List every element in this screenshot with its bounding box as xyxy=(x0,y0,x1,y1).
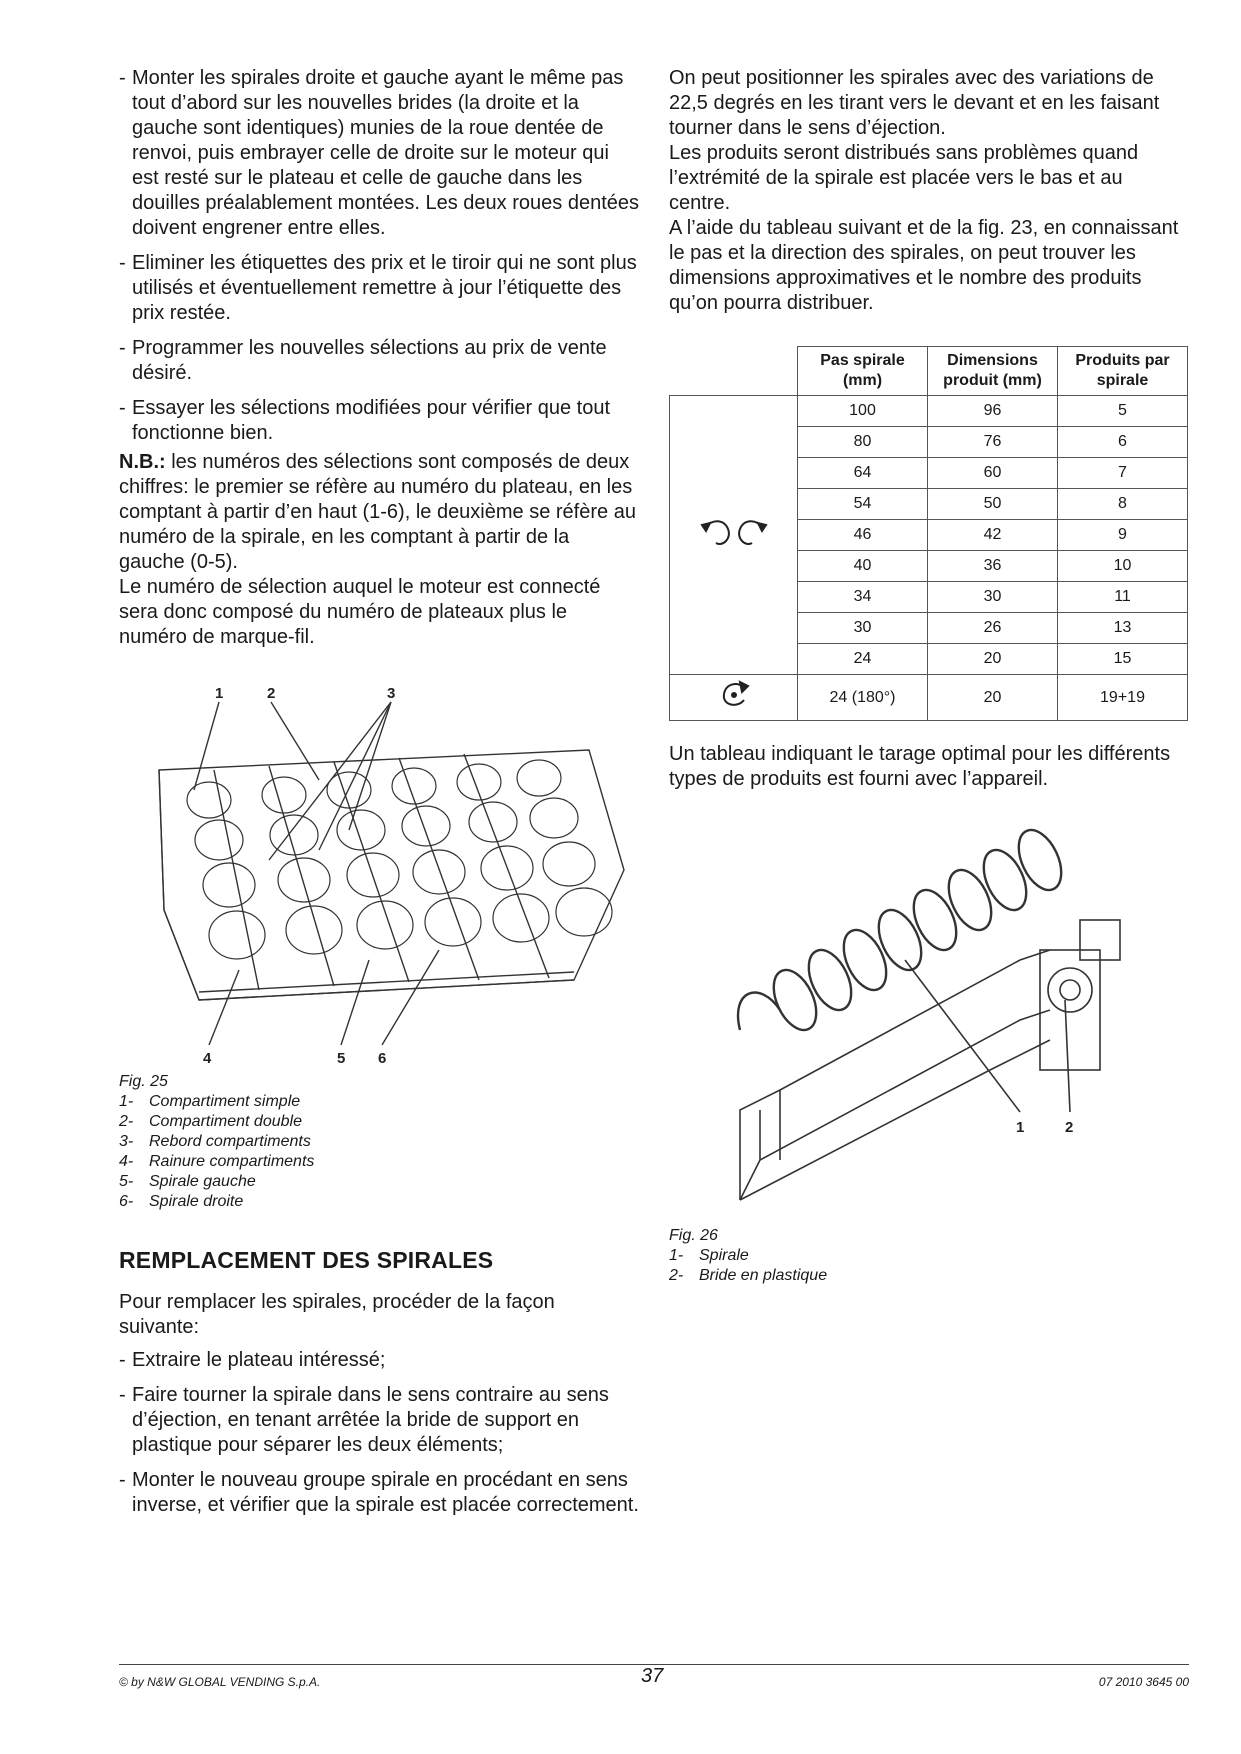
list-item: 1- Spirale xyxy=(669,1247,749,1264)
paragraph: A l’aide du tableau suivant et de la fig. 23, en connaissant le pas et la direction des spirales, on peut trouver les dimensions approximatives et le nombre des produits qu’on pourra distribuer. xyxy=(669,217,1179,314)
list-item: 4- Rainure compartiments xyxy=(119,1153,315,1170)
callout-2: 2 xyxy=(267,685,276,702)
list-item: 5- Spirale gauche xyxy=(119,1173,256,1190)
nb-paragraph: N.B.: les numéros des sélections sont composés de deux chiffres: le premier se réfère au numéro du plateau, en les comptant à partir d’en haut (1-6), le deuxième se réfère au numéro de la spirale, en les comptant à partir de la gauche (0-5). xyxy=(119,451,636,573)
table-row: 46 42 9 xyxy=(670,520,1188,551)
table-row: 24 (180°) 20 19+19 xyxy=(670,675,1188,721)
table-row: 100 96 5 xyxy=(670,396,1188,427)
callout-1: 1 xyxy=(215,685,224,702)
page-number: 37 xyxy=(641,1665,664,1687)
list-item: 2- Bride en plastique xyxy=(669,1267,828,1284)
list-item: - Monter le nouveau groupe spirale en procédant en sens inverse, et vérifier que la spirale est placée correctement. xyxy=(119,1469,639,1516)
fig25-caption xyxy=(119,1072,314,1212)
callout-1: 1 xyxy=(1016,1119,1025,1136)
fig26-caption xyxy=(669,1226,827,1286)
list-item: - Extraire le plateau intéressé; xyxy=(119,1349,386,1371)
table-row: 40 36 10 xyxy=(670,551,1188,582)
callout-4: 4 xyxy=(203,1050,212,1067)
list-item: 2- Compartiment double xyxy=(119,1113,302,1130)
callout-3: 3 xyxy=(387,685,396,702)
callout-2: 2 xyxy=(1065,1119,1074,1136)
table-row: 34 30 11 xyxy=(670,582,1188,613)
table-row: 64 60 7 xyxy=(670,458,1188,489)
paragraph: On peut positionner les spirales avec des variations de 22,5 degrés en les tirant vers le devant et en les faisant tourner dans le sens d’éjection. xyxy=(669,67,1160,139)
callout-5: 5 xyxy=(337,1050,346,1067)
figure-26 xyxy=(720,810,1140,1230)
copyright: © by N&W GLOBAL VENDING S.p.A. xyxy=(119,1675,321,1689)
column-header: Dimensions produit (mm) xyxy=(928,347,1058,396)
section-intro: Pour remplacer les spirales, procéder de la façon suivante: xyxy=(119,1291,555,1338)
list-item: - Faire tourner la spirale dans le sens contraire au sens d’éjection, en tenant arrêtée la bride de support en plastique pour séparer les deux éléments; xyxy=(119,1384,609,1456)
fig25-title: Fig. 25 xyxy=(119,1073,168,1090)
table-header-row xyxy=(670,347,1188,396)
fig26-title: Fig. 26 xyxy=(669,1227,718,1244)
nb-paragraph-2: Le numéro de sélection auquel le moteur est connecté sera donc composé du numéro de plateaux plus le numéro de marque-fil. xyxy=(119,576,601,648)
column-header: Produits par spirale xyxy=(1058,347,1188,396)
figure-25 xyxy=(119,680,639,1070)
table-row: 24 20 15 xyxy=(670,644,1188,675)
page-footer xyxy=(119,1664,1189,1689)
callout-6: 6 xyxy=(378,1050,387,1067)
list-item: 6- Spirale droite xyxy=(119,1193,244,1210)
document-code: 07 2010 3645 00 xyxy=(1098,1675,1189,1689)
table-row: 30 26 13 xyxy=(670,613,1188,644)
tray-illustration xyxy=(119,680,639,1070)
spiral-illustration xyxy=(720,810,1140,1230)
spiral-table xyxy=(669,346,1188,721)
list-item: - Monter les spirales droite et gauche ayant le même pas tout d’abord sur les nouvelles brides (la droite et la gauche sont identiques) munies de la roue dentée de renvoi, puis embrayer celle de droite sur le moteur qui est resté sur le plateau et celle de gauche dans les douilles préalablement montées. Les deux roues dentées doivent engrener entre elles. xyxy=(119,67,639,239)
single-spiral-icon xyxy=(670,675,798,721)
list-item: 3- Rebord compartiments xyxy=(119,1133,311,1150)
table-row: 54 50 8 xyxy=(670,489,1188,520)
list-item: 1- Compartiment simple xyxy=(119,1093,301,1110)
section-heading: REMPLACEMENT DES SPIRALES xyxy=(119,1247,494,1273)
paragraph: Les produits seront distribués sans problèmes quand l’extrémité de la spirale est placée vers le bas et au centre. xyxy=(669,142,1139,214)
section-body xyxy=(119,1290,639,1528)
right-column xyxy=(669,66,1189,316)
list-item: - Programmer les nouvelles sélections au prix de vente désiré. xyxy=(119,337,607,384)
list-item: - Eliminer les étiquettes des prix et le tiroir qui ne sont plus utilisés et éventuellement remettre à jour l’étiquette des prix restée. xyxy=(119,252,637,324)
column-header: Pas spirale (mm) xyxy=(798,347,928,396)
list-item: - Essayer les sélections modifiées pour vérifier que tout fonctionne bien. xyxy=(119,397,611,444)
double-spiral-icon xyxy=(670,396,798,675)
table-row: 80 76 6 xyxy=(670,427,1188,458)
left-column xyxy=(119,66,639,650)
after-table-paragraph: Un tableau indiquant le tarage optimal pour les différents types de produits est fourni avec l’appareil. xyxy=(669,743,1171,790)
